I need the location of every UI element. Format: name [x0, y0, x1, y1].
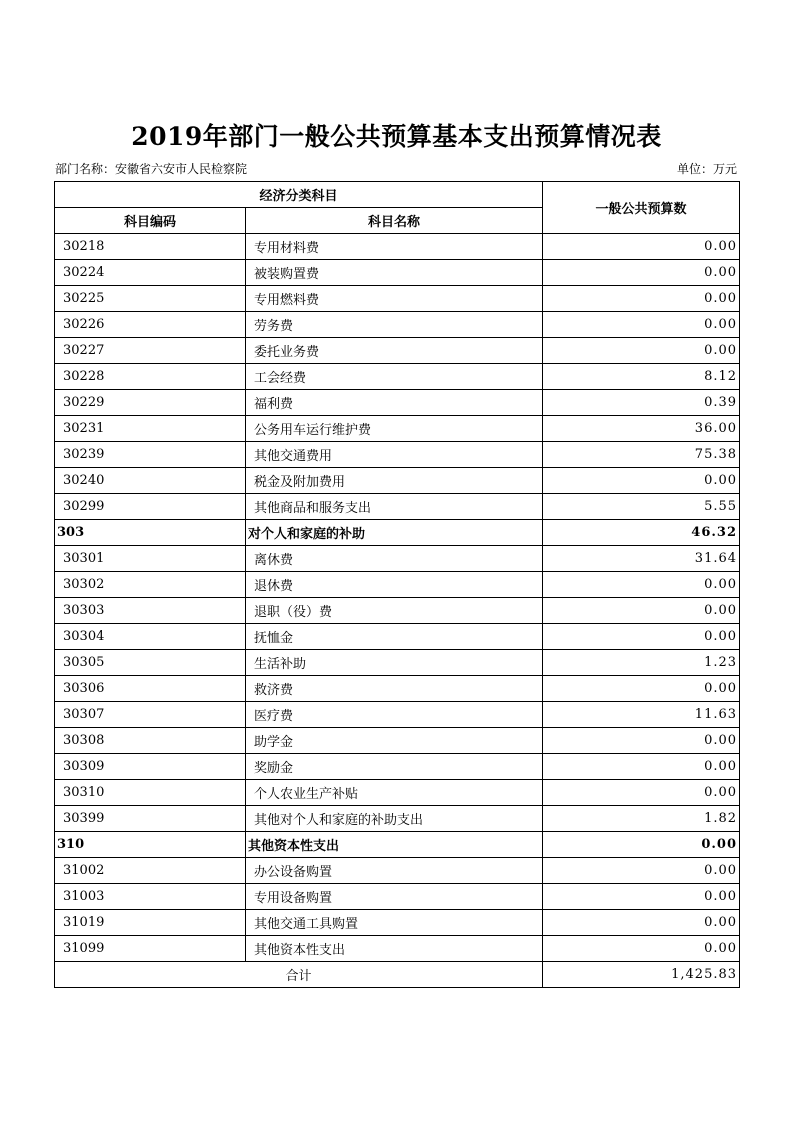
row-code: 30309 [55, 754, 246, 780]
row-name: 生活补助 [246, 650, 543, 676]
table-row [55, 780, 740, 806]
row-amount: 0.00 [543, 624, 740, 650]
header-row-top [55, 182, 740, 208]
row-name: 其他交通费用 [246, 442, 543, 468]
row-code: 30304 [55, 624, 246, 650]
row-amount: 0.00 [543, 754, 740, 780]
row-name: 工会经费 [246, 364, 543, 390]
total-amount: 1,425.83 [543, 962, 740, 988]
row-name: 抚恤金 [246, 624, 543, 650]
row-code: 30310 [55, 780, 246, 806]
row-amount: 0.00 [543, 234, 740, 260]
row-amount: 0.00 [543, 858, 740, 884]
row-amount: 5.55 [543, 494, 740, 520]
row-amount: 46.32 [543, 520, 740, 546]
row-name: 个人农业生产补贴 [246, 780, 543, 806]
table-row [55, 312, 740, 338]
row-name: 退休费 [246, 572, 543, 598]
table-row [55, 364, 740, 390]
table-row [55, 728, 740, 754]
row-name: 办公设备购置 [246, 858, 543, 884]
header-economic-classification: 经济分类科目 [55, 182, 543, 208]
table-row [55, 468, 740, 494]
row-amount: 0.00 [543, 312, 740, 338]
row-name: 福利费 [246, 390, 543, 416]
row-amount: 0.00 [543, 572, 740, 598]
row-amount: 0.00 [543, 286, 740, 312]
row-amount: 0.00 [543, 832, 740, 858]
row-name: 被装购置费 [246, 260, 543, 286]
row-amount: 0.00 [543, 884, 740, 910]
row-amount: 0.00 [543, 780, 740, 806]
row-name: 其他商品和服务支出 [246, 494, 543, 520]
table-row [55, 754, 740, 780]
row-amount: 0.00 [543, 260, 740, 286]
row-amount: 31.64 [543, 546, 740, 572]
row-code: 30308 [55, 728, 246, 754]
row-code: 30227 [55, 338, 246, 364]
row-name: 公务用车运行维护费 [246, 416, 543, 442]
row-amount: 8.12 [543, 364, 740, 390]
row-name: 专用燃料费 [246, 286, 543, 312]
row-name: 离休费 [246, 546, 543, 572]
table-row [55, 936, 740, 962]
row-amount: 75.38 [543, 442, 740, 468]
row-code: 30299 [55, 494, 246, 520]
header-amount: 一般公共预算数 [543, 182, 740, 234]
row-name: 助学金 [246, 728, 543, 754]
row-code: 30399 [55, 806, 246, 832]
row-name: 对个人和家庭的补助 [246, 520, 543, 546]
row-amount: 0.39 [543, 390, 740, 416]
row-code: 30226 [55, 312, 246, 338]
row-code: 30224 [55, 260, 246, 286]
row-code: 30225 [55, 286, 246, 312]
row-code: 30229 [55, 390, 246, 416]
table-row [55, 884, 740, 910]
row-amount: 0.00 [543, 936, 740, 962]
row-code: 30305 [55, 650, 246, 676]
table-row [55, 858, 740, 884]
header-code: 科目编码 [55, 208, 246, 234]
table-row [55, 390, 740, 416]
table-row [55, 676, 740, 702]
unit-label: 单位：万元 [676, 162, 737, 176]
row-code: 30239 [55, 442, 246, 468]
row-code: 31099 [55, 936, 246, 962]
row-code: 31002 [55, 858, 246, 884]
row-amount: 0.00 [543, 338, 740, 364]
table-row [55, 624, 740, 650]
table-group-row [55, 520, 740, 546]
table-row [55, 546, 740, 572]
row-amount: 11.63 [543, 702, 740, 728]
row-name: 税金及附加费用 [246, 468, 543, 494]
row-amount: 1.23 [543, 650, 740, 676]
table-row [55, 260, 740, 286]
table-row [55, 702, 740, 728]
row-name: 专用材料费 [246, 234, 543, 260]
row-code: 30307 [55, 702, 246, 728]
row-amount: 0.00 [543, 598, 740, 624]
row-name: 委托业务费 [246, 338, 543, 364]
table-row [55, 650, 740, 676]
table-row [55, 572, 740, 598]
row-name: 其他交通工具购置 [246, 910, 543, 936]
table-row [55, 286, 740, 312]
row-code: 30302 [55, 572, 246, 598]
row-name: 退职（役）费 [246, 598, 543, 624]
row-code: 303 [55, 520, 246, 546]
row-amount: 0.00 [543, 910, 740, 936]
row-code: 30231 [55, 416, 246, 442]
row-amount: 0.00 [543, 728, 740, 754]
row-name: 其他资本性支出 [246, 936, 543, 962]
row-amount: 36.00 [543, 416, 740, 442]
row-code: 30306 [55, 676, 246, 702]
header-name: 科目名称 [246, 208, 543, 234]
row-code: 30303 [55, 598, 246, 624]
row-name: 医疗费 [246, 702, 543, 728]
table-group-row [55, 832, 740, 858]
total-row [55, 962, 740, 988]
department-label: 部门名称：安徽省六安市人民检察院 [55, 162, 248, 176]
row-name: 劳务费 [246, 312, 543, 338]
table-row [55, 442, 740, 468]
row-name: 救济费 [246, 676, 543, 702]
row-code: 30301 [55, 546, 246, 572]
table-row [55, 494, 740, 520]
table-row [55, 598, 740, 624]
table-row [55, 910, 740, 936]
row-name: 专用设备购置 [246, 884, 543, 910]
row-code: 31003 [55, 884, 246, 910]
table-row [55, 338, 740, 364]
row-amount: 1.82 [543, 806, 740, 832]
row-code: 31019 [55, 910, 246, 936]
table-row [55, 234, 740, 260]
table-row [55, 416, 740, 442]
total-label: 合计 [55, 962, 543, 988]
page-title: 2019年部门一般公共预算基本支出预算情况表 [131, 122, 662, 151]
row-amount: 0.00 [543, 676, 740, 702]
row-name: 其他对个人和家庭的补助支出 [246, 806, 543, 832]
row-name: 其他资本性支出 [246, 832, 543, 858]
row-code: 30228 [55, 364, 246, 390]
budget-table [54, 181, 740, 988]
row-name: 奖励金 [246, 754, 543, 780]
table-row [55, 806, 740, 832]
row-code: 310 [55, 832, 246, 858]
row-code: 30240 [55, 468, 246, 494]
row-amount: 0.00 [543, 468, 740, 494]
row-code: 30218 [55, 234, 246, 260]
